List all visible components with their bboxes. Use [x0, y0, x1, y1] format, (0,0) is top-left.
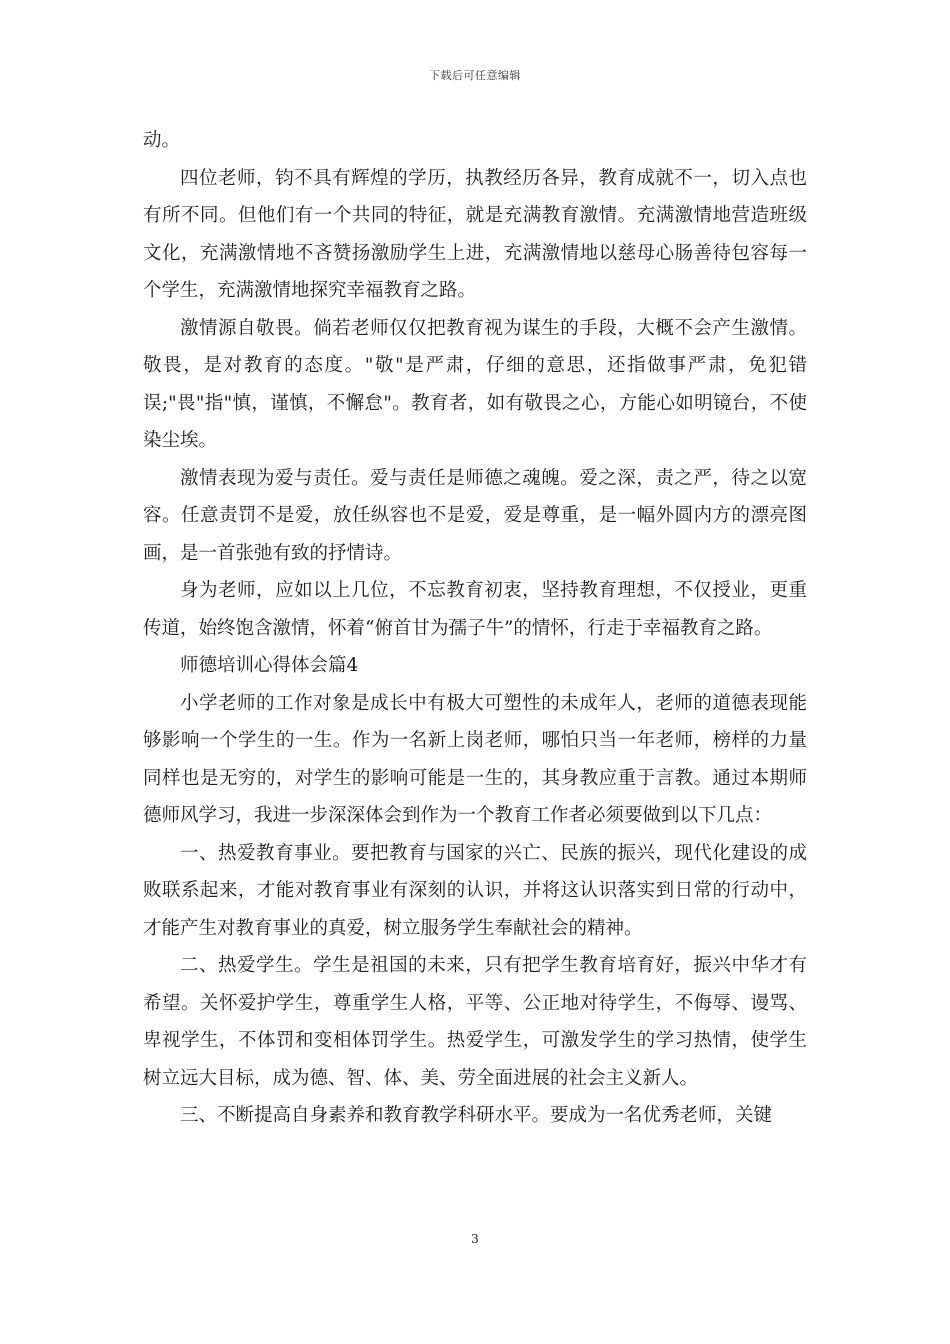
paragraph: 一、热爱教育事业。要把教育与国家的兴亡、民族的振兴，现代化建设的成败联系起来，才能对教育事业有深刻的认识，并将这认识落实到日常的行动中，才能产生对教育事业的真爱，树立服务学生奉献社会的精神。	[143, 842, 807, 939]
document-body	[143, 122, 807, 1135]
paragraph: 动。	[143, 130, 181, 151]
paragraph: 身为老师，应如以上几位，不忘教育初衷，坚持教育理想，不仅授业，更重传道，始终饱含激情，怀着“俯首甘为孺子牛”的情怀，行走于幸福教育之路。	[143, 580, 807, 639]
paragraph: 三、不断提高自身素养和教育教学科研水平。要成为一名优秀老师，关键	[180, 1105, 773, 1126]
paragraph: 激情源自敬畏。倘若老师仅仅把教育视为谋生的手段，大概不会产生激情。敬畏，是对教育的态度。"敬"是严肃，仔细的意思，还指做事严肃，免犯错误;"畏"指"慎，谨慎，不懈怠"。教育者，如有敬畏之心，方能心如明镜台，不使染尘埃。	[143, 317, 807, 451]
page-header: 下载后可任意编辑	[429, 69, 521, 82]
paragraph: 师德培训心得体会篇4	[180, 655, 359, 676]
page-number: 3	[471, 1232, 479, 1246]
paragraph: 四位老师，钧不具有辉煌的学历，执教经历各异，教育成就不一，切入点也有所不同。但他们有一个共同的特征，就是充满教育激情。充满激情地营造班级文化，充满激情地不吝赞扬激励学生上进，充满激情地以慈母心肠善待包容每一个学生，充满激情地探究幸福教育之路。	[143, 167, 807, 301]
paragraph: 小学老师的工作对象是成长中有极大可塑性的未成年人，老师的道德表现能够影响一个学生的一生。作为一名新上岗老师，哪怕只当一年老师，榜样的力量同样也是无穷的，对学生的影响可能是一生的，其身教应重于言教。通过本期师德师风学习，我进一步深深体会到作为一个教育工作者必须要做到以下几点：	[143, 692, 807, 826]
paragraph: 二、热爱学生。学生是祖国的未来，只有把学生教育培育好，振兴中华才有希望。关怀爱护学生，尊重学生人格，平等、公正地对待学生，不侮辱、谩骂、卑视学生，不体罚和变相体罚学生。热爱学生，可激发学生的学习热情，使学生树立远大目标，成为德、智、体、美、劳全面进展的社会主义新人。	[143, 955, 807, 1089]
paragraph: 激情表现为爱与责任。爱与责任是师德之魂魄。爱之深，责之严，待之以宽容。任意责罚不是爱，放任纵容也不是爱，爱是尊重，是一幅外圆内方的漂亮图画，是一首张弛有致的抒情诗。	[143, 467, 807, 564]
